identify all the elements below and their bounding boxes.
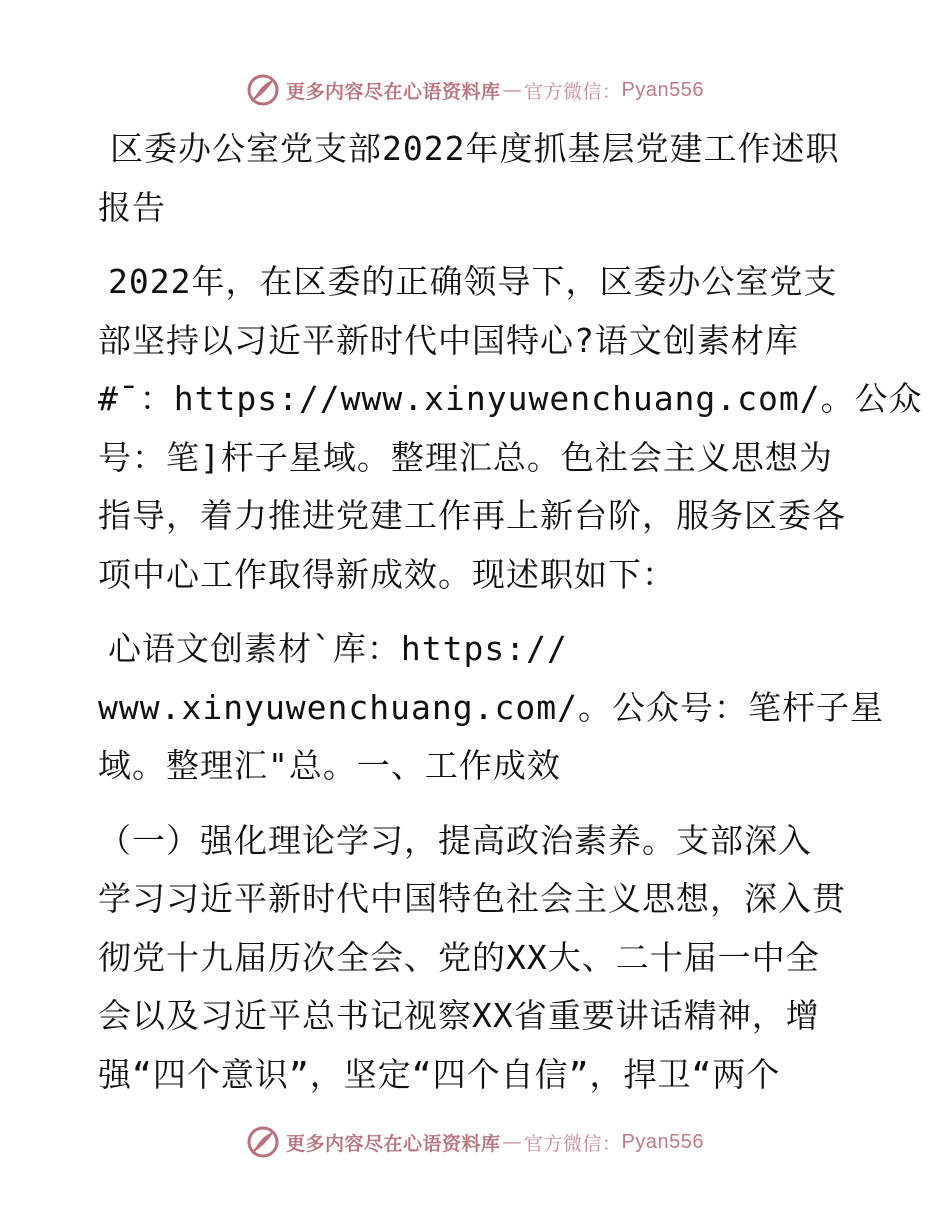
paragraph-section-heading <box>98 620 884 796</box>
watermark-banner-top <box>0 70 950 110</box>
watermark-wechat-id: Pyan556 <box>621 1130 704 1153</box>
watermark-text: 更多内容尽在心语资料库 <box>286 1132 501 1155</box>
document-title <box>98 120 858 237</box>
text-line: 部坚持以习近平新时代中国特心?语文创素材库 <box>98 320 799 360</box>
text-line: 指导，着力推进党建工作再上新台阶，服务区委各 <box>98 496 846 535</box>
text-line: 心语文创素材`库：https:// <box>108 629 568 668</box>
watermark-text: 更多内容尽在心语资料库 <box>286 80 501 103</box>
watermark-separator: — <box>502 1131 523 1153</box>
text-line: 学习习近平新时代中国特色社会主义思想，深入贯 <box>98 879 846 918</box>
title-line: 区委办公室党支部2022年度抓基层党建工作述职 <box>110 129 840 168</box>
quill-pen-logo-icon <box>246 1125 280 1159</box>
watermark-label: 官方微信： <box>524 1132 622 1155</box>
watermark-banner-bottom <box>0 1122 950 1162</box>
watermark-wechat-id: Pyan556 <box>621 78 704 101</box>
watermark-label: 官方微信： <box>524 80 622 103</box>
title-line: 报告 <box>98 187 166 227</box>
document-body <box>98 120 923 1104</box>
text-line: 2022年，在区委的正确领导下，区委办公室党支 <box>108 262 838 301</box>
quill-pen-logo-icon <box>246 73 280 107</box>
text-line: 会以及习近平总书记视察XX省重要讲话精神，增 <box>98 996 820 1035</box>
paragraph-theory-study <box>98 812 858 1105</box>
text-line: #¯：https://www.xinyuwenchuang.com/。公众 <box>98 379 923 418</box>
paragraph-intro <box>98 253 923 604</box>
text-line: 强“四个意识”，坚定“四个自信”，捍卫“两个 <box>98 1054 781 1094</box>
text-line: 彻党十九届历次全会、党的XX大、二十届一中全 <box>98 937 820 977</box>
watermark-separator: — <box>502 79 523 101</box>
text-line: （一）强化理论学习，提高政治素养。支部深入 <box>98 820 812 860</box>
text-line: 域。整理汇"总。一、工作成效 <box>98 746 561 785</box>
text-line: 号：笔]杆子星域。整理汇总。色社会主义思想为 <box>98 437 833 477</box>
text-line: www.xinyuwenchuang.com/。公众号：笔杆子星 <box>98 687 884 727</box>
text-line: 项中心工作取得新成效。现述职如下： <box>98 554 676 594</box>
